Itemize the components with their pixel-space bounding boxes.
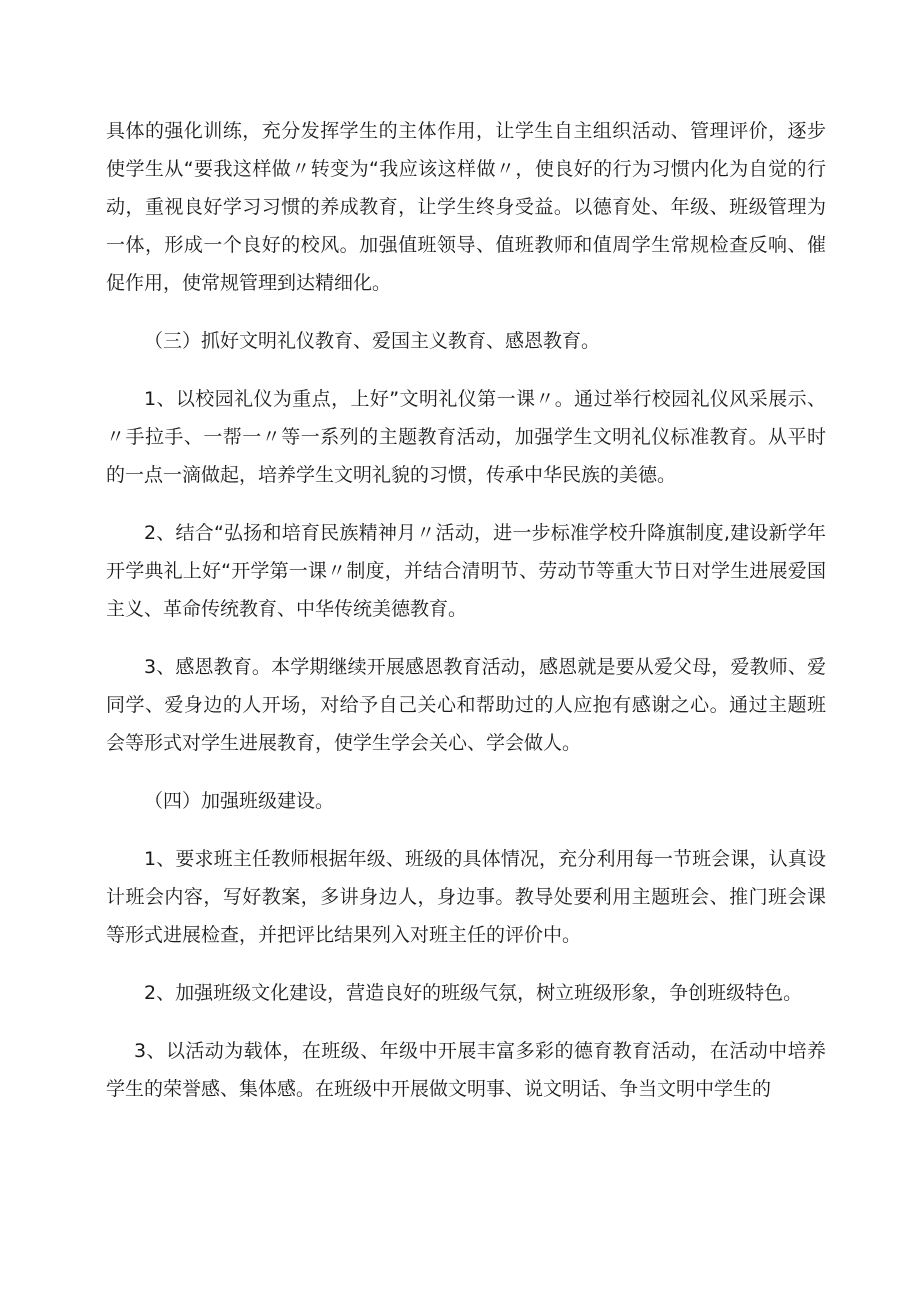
paragraph-habit-training: 具体的强化训练，充分发挥学生的主体作用，让学生自主组织活动、管理评价，逐步使学生从“要我这样做〃转变为“我应该这样做〃，使良好的行为习惯内化为自觉的行动，重视良好学习习惯的养成教育，让学生终身受益。以德育处、年级、班级管理为一体，形成一个良好的校风。加强值班领导、值班教师和值周学生常规检查反响、催促作用，使常规管理到达精细化。 — [106, 120, 826, 294]
paragraph-patriotism: 2、结合“弘扬和培育民族精神月〃活动，进一步标准学校升降旗制度,建设新学年开学典礼上好“开学第一课〃制度，并结合清明节、劳动节等重大节日对学生进展爱国主义、革命传统教育、中华传统美德教育。 — [106, 522, 826, 620]
paragraph-etiquette-lesson: 1、以校园礼仪为重点，上好”文明礼仪第一课〃。通过举行校园礼仪风采展示、〃手拉手、一帮一〃等一系列的主题教育活动，加强学生文明礼仪标准教育。从平时的一点一滴做起，培养学生文明礼貌的习惯，传承中华民族的美德。 — [106, 388, 826, 486]
document-body — [106, 112, 826, 1128]
paragraph-class-culture: 2、加强班级文化建设，营造良好的班级气氛，树立班级形象，争创班级特色。 — [144, 982, 803, 1004]
section-heading-class-building: （四）加强班级建设。 — [144, 790, 335, 812]
section-heading-etiquette: （三）抓好文明礼仪教育、爱国主义教育、感恩教育。 — [144, 330, 601, 352]
paragraph-gratitude: 3、感恩教育。本学期继续开展感恩教育活动，感恩就是要从爱父母，爱教师、爱同学、爱身边的人开场，对给予自己关心和帮助过的人应抱有感谢之心。通过主题班会等形式对学生进展教育，使学生学会关心、学会做人。 — [106, 656, 826, 754]
paragraph-class-meeting: 1、要求班主任教师根据年级、班级的具体情况，充分利用每一节班会课，认真设计班会内容，写好教案，多讲身边人，身边事。教导处要利用主题班会、推门班会课等形式进展检查，并把评比结果列入对班主任的评价中。 — [106, 848, 826, 946]
paragraph-class-activities: 3、以活动为载体，在班级、年级中开展丰富多彩的德育教育活动，在活动中培养学生的荣誉感、集体感。在班级中开展做文明事、说文明话、争当文明中学生的 — [106, 1040, 826, 1100]
